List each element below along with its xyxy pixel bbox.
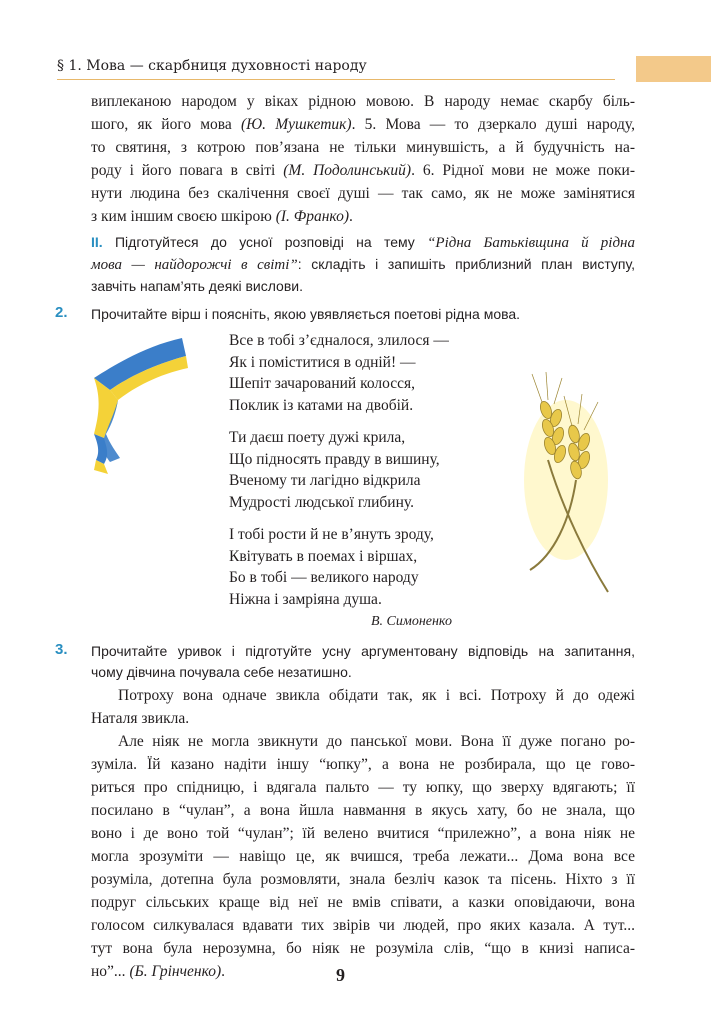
text-line: завчіть напам’ять деякі вислови.	[91, 278, 303, 294]
poem-line: Вченому ти лагідно відкрила	[229, 472, 421, 489]
poem-line: Бо в тобі — великого народу	[229, 569, 419, 586]
text-line: могла зрозуміти — навіщо це, як вчишся, треба лежати... Дома вона все	[91, 848, 635, 865]
text-line: тут вона була нерозумна, бо ніяк не розуміла слів, “що в книзі написа-	[91, 940, 635, 957]
page-tab	[636, 56, 711, 82]
exercise-3-number: 3.	[55, 641, 68, 658]
text-line: подруг сільських краще від неї не вмів співати, а казки оповідаючи, вона	[91, 894, 635, 911]
running-header: § 1. Мова — скарбниця духовності народу	[57, 58, 367, 74]
text-line: посилано в “чулан”, а вона йшла навмання в якусь хату, бо не знала, що	[91, 802, 635, 819]
text-line: риться про спідницю, і вдягала пальто — ту юпку, що зверху вдягають; її	[91, 779, 635, 796]
poem-line: Як і поміститися в одній! —	[229, 353, 416, 371]
text-line: то святиня, з котрою пов’язана не тільки минувшість, а й будучність на-	[91, 139, 635, 156]
poem-line: Квітувать в поемах і віршах,	[229, 547, 418, 565]
poem-line: Що підносять правду в вишину,	[229, 450, 440, 468]
poem-line: Поклик із катами на двобій.	[229, 396, 414, 414]
text-line: воно і де воно той “чулан”; їй велено вчитися “прилежно”, а вона ніяк не	[91, 825, 635, 842]
poem-line: Ти даєш поету дужі крила,	[229, 429, 406, 446]
exercise-2-number: 2.	[55, 304, 68, 321]
text-line: шого, як його мова (Ю. Мушкетик). 5. Мова — то дзеркало душі народу,	[91, 116, 635, 133]
poem-line: Шепіт зачарований колосся,	[229, 375, 415, 392]
text-line: Наталя звикла.	[91, 710, 190, 727]
text-line: Потроху вона одначе звикла обідати так, як і всі. Потроху й до одежі	[118, 687, 635, 704]
poem-line: Ніжна і замріяна душа.	[229, 590, 382, 608]
text-line: но”... (Б. Грінченко).	[91, 963, 226, 980]
text-line: роду і його повага в світі (М. Подолинський). 6. Рідної мови не може поки-	[91, 162, 635, 179]
wheat-ears-icon	[518, 370, 618, 596]
page-number: 9	[336, 965, 345, 985]
exercise-2-instruction: Прочитайте вірш і поясніть, якою увявляється поетові рідна мова.	[91, 306, 521, 322]
text-line: нути людина без скалічення своєї душі — так само, як не може замінятися	[91, 185, 635, 202]
text-line: з ким іншим своєю шкірою (І. Франко).	[91, 208, 353, 225]
poem-stanza-3	[229, 524, 434, 610]
text-line: виплеканою народом у віках рідною мовою. В народу немає скарбу біль-	[91, 93, 635, 110]
text-line: розуміла, дотепна була розмовляти, знала безліч казок та пісень. Ніхто з її	[91, 871, 635, 888]
poem-line: Все в тобі з’єдналося, злилося —	[229, 332, 449, 349]
text-line: II. Підготуйтеся до усної розповіді на тему “Рідна Батьківщина й рідна	[91, 234, 635, 251]
text-line: голосом силкувалася вдавати тих звірів чи людей, про яких казала. А тут...	[91, 917, 635, 934]
poem-line: Мудрості людської глибину.	[229, 493, 414, 511]
header-rule	[57, 79, 615, 80]
text-line: Але ніяк не могла звикнути до панської мови. Вона її дуже погано ро-	[118, 733, 635, 750]
task-2-number: II.	[91, 234, 103, 250]
text-line: мова — найдорожчі в світі”: складіть і запишіть приблизний план виступу,	[91, 256, 635, 273]
poem-author: В. Симоненко	[371, 614, 452, 629]
exercise-3-instruction-line: Прочитайте уривок і підготуйте усну аргументовану відповідь на запитання,	[91, 643, 635, 659]
poem-line: І тобі рости й не в’януть зроду,	[229, 526, 434, 543]
ukrainian-ribbon-icon	[86, 334, 190, 474]
exercise-3-instruction-line: чому дівчина почувала себе незатишно.	[91, 664, 352, 680]
poem-stanza-2	[229, 427, 440, 513]
text-line: зуміла. Їй казано надіти іншу “юпку”, а вона не розбирала, що це гово-	[91, 756, 635, 773]
poem-stanza-1	[229, 330, 449, 416]
